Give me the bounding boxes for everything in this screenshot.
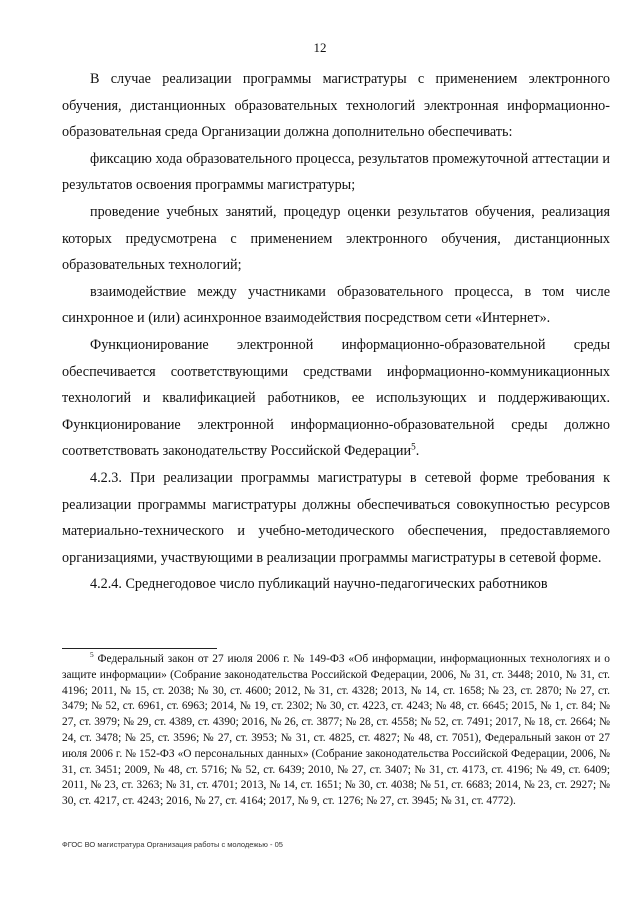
footnote-reference[interactable]: 5 (411, 441, 416, 452)
paragraph-functioning-period: . (415, 443, 420, 460)
paragraph-electronic-learning-intro: В случае реализации программы магистратуры с применением электронного обучения, дистанционных образовательных технологий электронная информационно-образовательная среда Организации должна дополнительно обеспечивать: (62, 71, 610, 141)
footnote-marker: 5 (90, 650, 94, 660)
body-text (62, 66, 610, 598)
footnote-divider (62, 648, 217, 649)
page-number: 12 (313, 40, 327, 55)
footnote-text: Федеральный закон от 27 июля 2006 г. № 149-ФЗ «Об информации, информационных технологиях и о защите информации» (Собрание законодательства Российской Федерации, 2006, № 31, ст. 3448; 2010, № 31, ст. 4196; 2011, № 15, ст. 2038; № 30, ст. 4600; 2012, № 31, ст. 4328; 2013, № 14, ст. 1658; № 23, ст. 2870; № 27, ст. 3479; № 52, ст. 6961, ст. 6963; 2014, № 19, ст. 2302; № 30, ст. 4223, ст. 4243; № 48, ст. 6645; 2015, № 1, ст. 84; № 27, ст. 3979; № 29, ст. 4389, ст. 4390; 2016, № 26, ст. 3877; № 28, ст. 4558; № 52, ст. 7491; 2017, № 18, ст. 2664; № 24, ст. 3478; № 25, ст. 3596; № 27, ст. 3953; № 31, ст. 4825, ст. 4827; № 48, ст. 7051), Федеральный закон от 27 июля 2006 г. № 152-ФЗ «О персональных данных» (Собрание законодательства Российской Федерации, 2006, № 31, ст. 3451; 2009, № 48, ст. 5716; № 52, ст. 6439; 2010, № 27, ст. 3407; № 31, ст. 4173, ст. 4196; № 49, ст. 6409; 2011, № 23, ст. 3263; № 31, ст. 4701; 2013, № 14, ст. 1651; № 30, ст. 4038; № 51, ст. 6683; 2014, № 23, ст. 2927; № 30, ст. 4217, ст. 4243; 2016, № 27, ст. 4164; 2017, № 9, ст. 1276; № 27, ст. 3945; № 31, ст. 4772). (62, 653, 610, 808)
page-footer: ФГОС ВО магистратура Организация работы с молодежью - 05 (62, 840, 283, 849)
footnote-5 (62, 652, 610, 810)
paragraph-fixation: фиксацию хода образовательного процесса, результатов промежуточной аттестации и результатов освоения программы магистратуры; (62, 150, 610, 194)
paragraph-4-2-3: 4.2.3. При реализации программы магистратуры в сетевой форме требования к реализации программы магистратуры должны обеспечиваться совокупностью ресурсов материально-технического и учебно-методического обеспечения, предоставляемого организациями, участвующими в реализации программы магистратуры в сетевой форме. (62, 469, 610, 566)
paragraph-functioning-text: Функционирование электронной информационно-образовательной среды обеспечивается соответствующими средствами информационно-коммуникационных технологий и квалификацией работников, ее использующих и поддерживающих. Функционирование электронной информационно-образовательной среды должно соответствовать законодательству Российской Федерации (62, 336, 610, 460)
paragraph-conducting-classes: проведение учебных занятий, процедур оценки результатов обучения, реализация которых предусмотрена с применением электронного обучения, дистанционных образовательных технологий; (62, 203, 610, 274)
paragraph-interaction: взаимодействие между участниками образовательного процесса, в том числе синхронное и (или) асинхронное взаимодействия посредством сети «Интернет». (62, 283, 610, 327)
paragraph-functioning (62, 332, 610, 465)
footnotes (62, 652, 610, 810)
paragraph-4-2-4: 4.2.4. Среднегодовое число публикаций научно-педагогических работников (90, 576, 548, 593)
